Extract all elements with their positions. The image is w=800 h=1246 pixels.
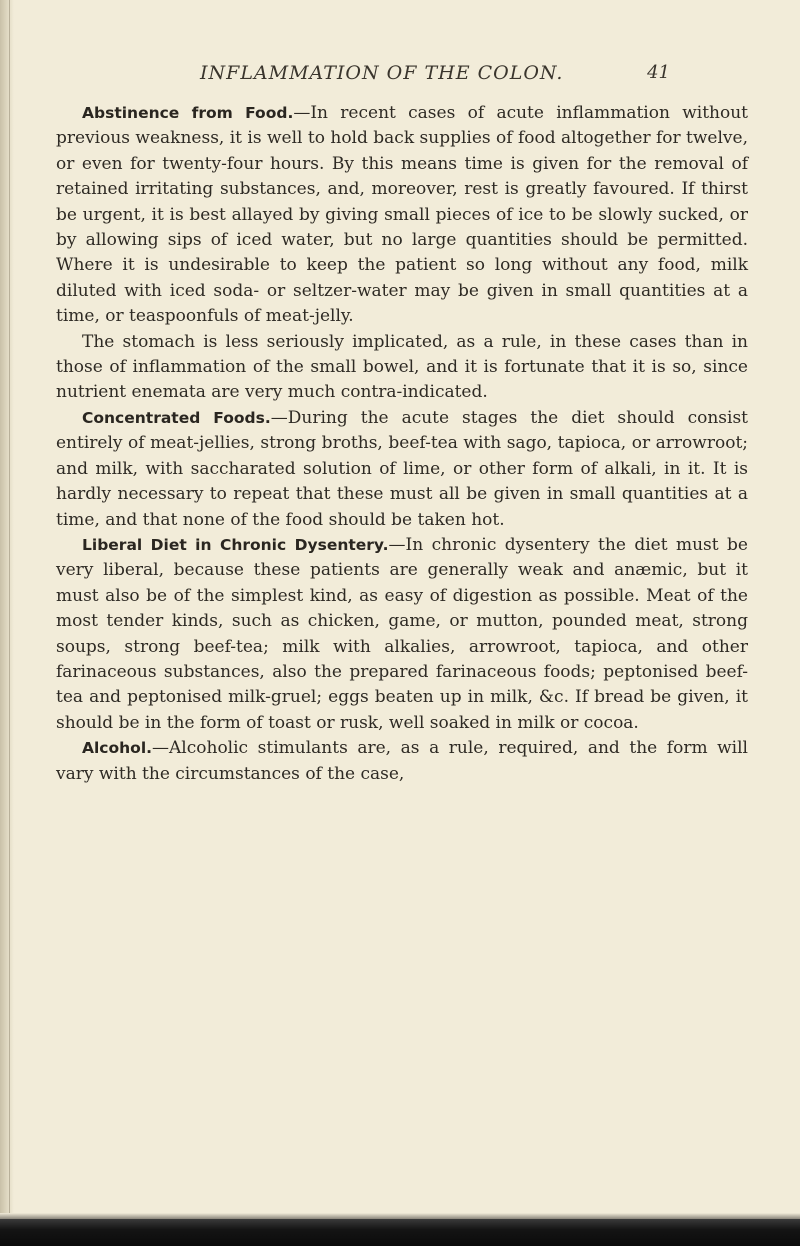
page-spine-line (9, 0, 10, 1246)
paragraph-heading: Concentrated Foods. (82, 408, 271, 427)
paragraph-heading: Abstinence from Food. (82, 104, 294, 122)
paragraph-text: The stomach is less seriously implicated, as a rule, in these cases than in those of inflammation of the small bowel, and it is fortunate that it is so, since nutrient enemata are very much contra-indicated. (56, 331, 748, 403)
paragraph-concentrated-foods (56, 406, 748, 533)
paragraph-heading: Alcohol. (82, 739, 153, 758)
body-text (56, 101, 748, 787)
paragraph-abstinence (56, 101, 748, 330)
running-title: INFLAMMATION OF THE COLON. (200, 62, 564, 84)
paragraph-liberal-diet (56, 533, 748, 736)
paragraph-text: —During the acute stages the diet should consist entirely of meat-jellies, strong broths, beef-tea with sago, tapioca, or arrowroot; and milk, with saccharated solution of lime, or other form of alkali, in it. It is hardly necessary to repeat that these must all be given in small quantities at a time, and that none of the food should be taken hot. (56, 407, 749, 530)
paragraph-stomach (56, 330, 748, 406)
paragraph-alcohol (56, 736, 748, 787)
page-spine-shadow (0, 0, 14, 1246)
paragraph-text: —Alcoholic stimulants are, as a rule, required, and the form will vary with the circumstances of the case, (56, 738, 748, 784)
page-number: 41 (647, 62, 670, 83)
paragraph-text: —In chronic dysentery the diet must be very liberal, because these patients are generally weak and anæmic, but it must also be of the simplest kind, as easy of digestion as possible. Meat of the most tender kinds, such as chicken, game, or mutton, pounded meat, strong soups, strong beef-tea; milk with alkalies, arrowroot, tapioca, and other farinaceous substances, also the prepared farinaceous foods; peptonised beef-tea and peptonised milk-gruel; eggs beaten up in milk, &c. If bread be given, it should be in the form of toast or rusk, well soaked in milk or cocoa. (56, 534, 748, 733)
page-header (200, 62, 670, 92)
paragraph-heading: Liberal Diet in Chronic Dysentery. (82, 535, 389, 554)
scan-bottom-border (0, 1219, 800, 1246)
paragraph-text: —In recent cases of acute inflammation without previous weakness, it is well to hold back supplies of food altogether for twelve, or even for twenty-four hours. By this means time is given for the removal of retained irritating substances, and, moreover, rest is greatly favoured. If thirst be urgent, it is best allayed by giving small pieces of ice to be slowly sucked, or by allowing sips of iced water, but no large quantities should be permitted. Where it is undesirable to keep the patient so long without any food, milk diluted with iced soda- or seltzer-water may be given in small quantities at a time, or teaspoonfuls of meat-jelly. (56, 103, 749, 327)
